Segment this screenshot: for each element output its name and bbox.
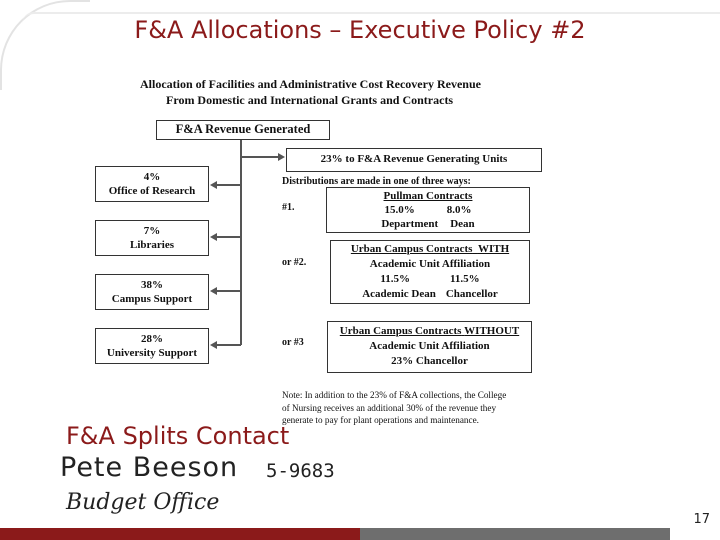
option3-title: Urban Campus Contracts <box>339 325 462 337</box>
units-arrow <box>278 153 285 161</box>
note-line3: generate to pay for plant operations and maintenance. <box>282 415 479 425</box>
option3-title-emphasis: WITHOUT <box>464 325 520 337</box>
option2-subtitle: Academic Unit Affiliation <box>369 258 491 270</box>
option1-title: Pullman Contracts <box>383 190 473 202</box>
contact-phone: 5-9683 <box>266 460 335 482</box>
option1-name-b: Dean <box>450 218 475 230</box>
option3-subtitle: Academic Unit Affiliation <box>369 340 490 352</box>
option2-name-b: Chancellor <box>445 288 498 300</box>
campus-support-name: Campus Support <box>111 293 193 305</box>
research-arrow <box>210 181 217 189</box>
campus-connector <box>216 290 241 292</box>
note-line1: Note: In addition to the 23% of F&A collections, the College <box>282 390 507 400</box>
university-support-name: University Support <box>106 347 198 359</box>
option1-label: #1. <box>282 202 295 213</box>
option2-box <box>330 240 530 304</box>
footer-gray-bar <box>360 528 670 540</box>
diagram-header-line1: Allocation of Facilities and Administrative Cost Recovery Revenue <box>140 77 481 91</box>
option2-title: Urban Campus Contracts <box>350 243 473 255</box>
campus-arrow <box>210 287 217 295</box>
footer-maroon-bar <box>0 528 360 540</box>
libraries-pct: 7% <box>143 225 161 237</box>
trunk-connector <box>240 140 242 345</box>
university-support-box <box>95 328 209 364</box>
diagram-header-line2: From Domestic and International Grants and Contracts <box>166 93 454 107</box>
option1-box <box>326 187 530 233</box>
option2-value-a: 11.5% <box>380 273 410 285</box>
units-connector <box>240 156 278 158</box>
note-line2: of Nursing receives an additional 30% of the revenue they <box>282 402 497 413</box>
office-of-research-pct: 4% <box>143 171 161 183</box>
contact-title: F&A Splits Contact <box>66 422 290 450</box>
option1-name-a: Department <box>381 218 439 230</box>
option2-label: or #2. <box>282 257 307 268</box>
nursing-note <box>282 389 547 427</box>
office-of-research-name: Office of Research <box>108 185 196 197</box>
option1-value-b: 8.0% <box>446 204 472 216</box>
option3-label: or #3 <box>282 337 304 348</box>
libraries-box <box>95 220 209 256</box>
libraries-name: Libraries <box>130 239 174 251</box>
option2-title-emphasis: WITH <box>477 243 510 255</box>
option3-box <box>327 321 532 373</box>
research-connector <box>216 184 241 186</box>
revenue-units-box: 23% to F&A Revenue Generating Units <box>286 148 542 172</box>
university-support-pct: 28% <box>141 333 163 345</box>
option2-name-a: Academic Dean <box>362 288 436 300</box>
university-connector <box>216 344 241 346</box>
libraries-arrow <box>210 233 217 241</box>
revenue-generated-box: F&A Revenue Generated <box>156 120 330 140</box>
libraries-connector <box>216 236 241 238</box>
contact-office: Budget Office <box>66 490 220 515</box>
slide-title: F&A Allocations – Executive Policy #2 <box>134 16 586 44</box>
page-number: 17 <box>693 512 710 527</box>
campus-support-box <box>95 274 209 310</box>
distributions-label: Distributions are made in one of three ways: <box>282 176 471 187</box>
option3-line3: 23% Chancellor <box>391 355 468 367</box>
option1-value-a: 15.0% <box>384 204 415 216</box>
office-of-research-box <box>95 166 209 202</box>
campus-support-pct: 38% <box>141 279 163 291</box>
contact-name: Pete Beeson <box>60 452 239 483</box>
option2-value-b: 11.5% <box>450 273 480 285</box>
university-arrow <box>210 341 217 349</box>
